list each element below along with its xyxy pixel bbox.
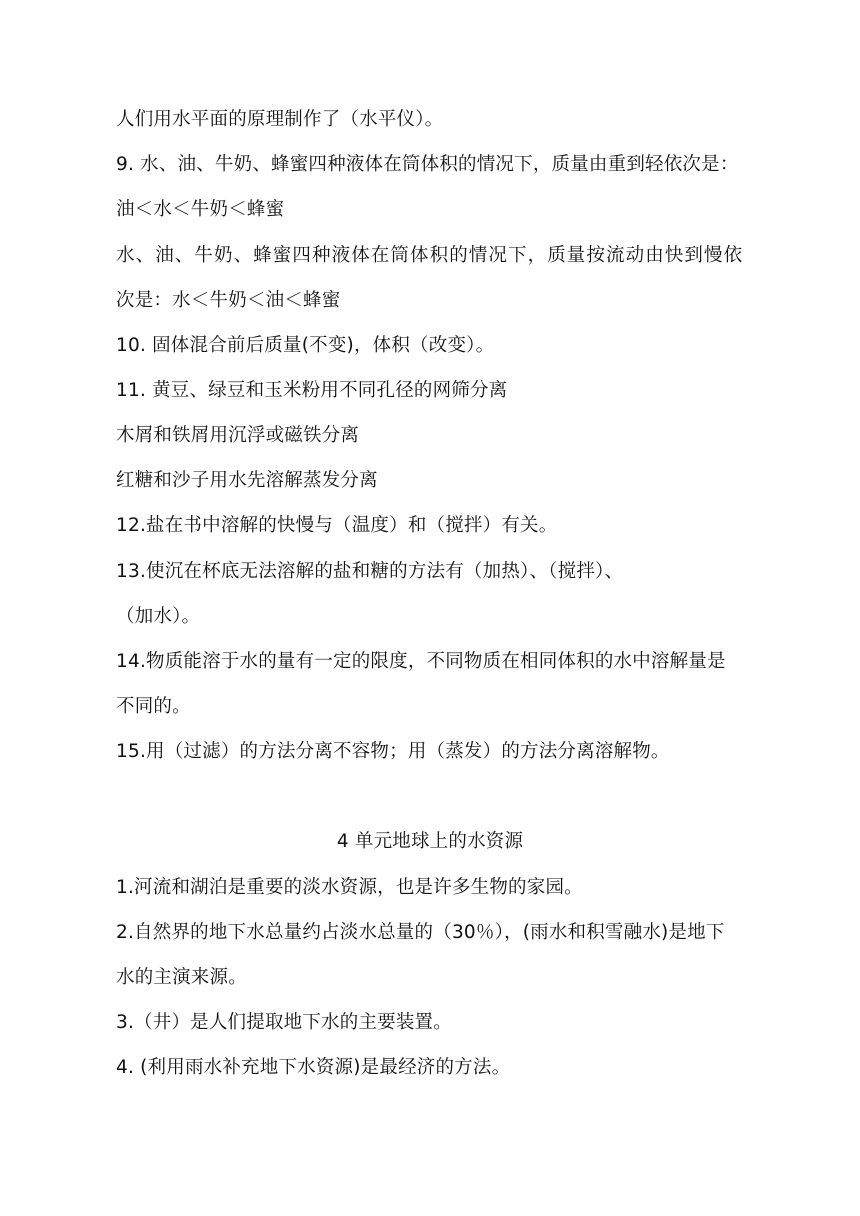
text-line: 10. 固体混合前后质量(不变)，体积（改变）。 (116, 335, 495, 356)
text-line: 3.（井）是人们提取地下水的主要装置。 (116, 1012, 452, 1033)
text-line: 2.自然界的地下水总量约占淡水总量的（30％），(雨水和积雪融水)是地下 (116, 922, 725, 943)
text-line: 红糖和沙子用水先溶解蒸发分离 (116, 470, 378, 491)
text-line: 人们用水平面的原理制作了（水平仪）。 (116, 109, 444, 130)
text-line: 次是：水＜牛奶＜油＜蜂蜜 (116, 290, 341, 311)
text-line: 不同的。 (116, 696, 191, 717)
text-line: 油＜水＜牛奶＜蜂蜜 (116, 199, 285, 220)
text-line: 水、油、牛奶、蜂蜜四种液体在筒体积的情况下，质量按流动由快到慢依 (116, 245, 744, 266)
text-line: 14.物质能溶于水的量有一定的限度，不同物质在相同体积的水中溶解量是 (116, 651, 726, 672)
text-line: 13.使沉在杯底无法溶解的盐和糖的方法有（加热）、（搅拌）、 (116, 561, 624, 582)
text-line: （加水）。 (116, 606, 201, 627)
text-line: 4. (利用雨水补充地下水资源)是最经济的方法。 (116, 1057, 511, 1078)
section-title: 4 单元地球上的水资源 (336, 831, 524, 852)
text-line: 15.用（过滤）的方法分离不容物；用（蒸发）的方法分离溶解物。 (116, 741, 670, 762)
text-line: 12.盐在书中溶解的快慢与（温度）和（搅拌）有关。 (116, 515, 558, 536)
text-line: 1.河流和湖泊是重要的淡水资源，也是许多生物的家园。 (116, 877, 583, 898)
text-line: 9. 水、油、牛奶、蜂蜜四种液体在筒体积的情况下，质量由重到轻依次是： (116, 154, 739, 175)
text-line: 水的主演来源。 (116, 967, 247, 988)
text-line: 木屑和铁屑用沉浮或磁铁分离 (116, 425, 360, 446)
text-line: 11. 黄豆、绿豆和玉米粉用不同孔径的网筛分离 (116, 380, 508, 401)
